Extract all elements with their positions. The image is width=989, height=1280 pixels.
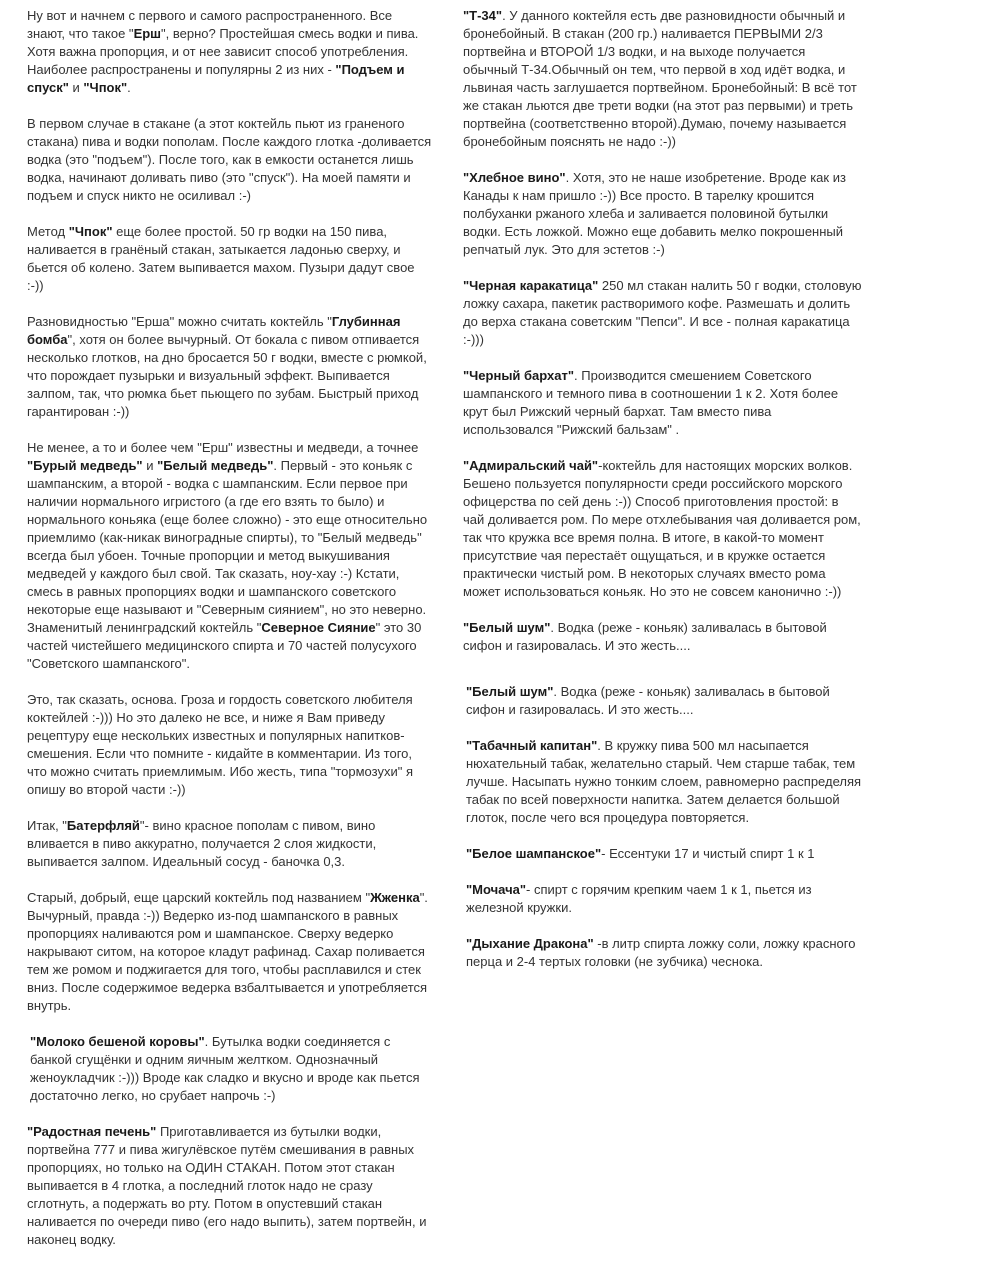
paragraph-baterflyay [27,817,432,871]
paragraph-text: В первом случае в стакане (а этот коктейль пьют из граненого стакана) пива и водки пополам. После каждого глотка -доливается водка (это "подъем"). После того, как в емкости останется лишь водка, начинают доливать пиво (это "спуск"). На моей памяти и подъем и спуск никто не осиливал :-) [27,116,432,203]
drink-name: Ерш [133,26,162,41]
paragraph-cherny-barhat [463,367,863,439]
drink-name: Глубинная бомба [27,314,401,347]
paragraph-podyem-spusk [27,115,432,205]
paragraph-text: и [68,80,84,95]
paragraph-text: . Водка (реже - коньяк) заливалась в бытовой сифон и газировалась. И это жесть.... [466,684,830,717]
drink-name: Батерфляй [66,818,140,833]
paragraph-text: " это 30 частей чистейшего медицинского спирта и 70 частей полусухого "Советского шампанского". [27,620,422,671]
paragraph-text: - спирт с горячим крепким чаем 1 к 1, пьется из железной кружки. [466,882,812,915]
drink-name: "Белый медведь" [157,458,274,473]
drink-name: "Чпок" [68,224,113,239]
paragraph-text: . Водка (реже - коньяк) заливалась в бытовой сифон и газировалась. И это жесть.... [463,620,827,653]
right-column [463,7,863,989]
paragraph-text: Это, так сказать, основа. Гроза и гордость советского любителя коктейлей :-))) Но это далеко не все, и ниже я Вам приведу рецептуру еще нескольких известных и популярных напитков-смешения. Если что помните - кидайте в комментарии. Из того, что можно считать приемлимым. Ибо жесть, типа "тормозухи" я опишу во второй части :-)) [27,692,413,797]
drink-name: "Адмиральский чай" [463,458,599,473]
left-column [27,7,432,1267]
paragraph-text: . Бутылка водки соединяется с банкой сгущёнки и одним яичным желтком. Однозначный женоукладчик :-))) Вроде как сладко и вкусно и вроде как пьется достаточно легко, но срубает напрочь :-) [30,1034,420,1103]
paragraph-text: "- вино красное пополам с пивом, вино вливается в пиво аккуратно, получается 2 слоя жидкости, выпивается залпом. Идеальный сосуд - баночка 0,3. [27,818,377,869]
paragraph-text: и [142,458,158,473]
drink-name: "Дыхание Дракона" [466,936,594,951]
paragraph-text: Не менее, а то и более чем "Ерш" известны и медведи, а точнее [27,440,419,455]
paragraph-text: . Хотя, это не наше изобретение. Вроде как из Канады к нам пришло :-)) Все просто. В тарелку крошится полбуханки ржаного хлеба и заливается половиной бутылки водки. Есть ложкой. Можно еще добавить мелко покрошенный репчатый лук. Это для эстетов :-) [463,170,846,257]
drink-name: "Табачный капитан" [466,738,598,753]
paragraph-text: . Первый - это коньяк с шампанским, а второй - водка с шампанским. Если первое при наличии нормального игристого (а где его взять то было) и нормального коньяка (еще более сложно) - это еще относительно приемлимо (как-никак виноградные спирты), то "Белый медведь" всегда был убоен. Точные пропорции и метод выкушивания медведей у каждого был свой. Так сказать, ноу-хау :-) Кстати, смесь в равных пропорциях водки и шампанского советского некоторые еще называют и "Северным сиянием", но это неверно. Знаменитый ленинградский коктейль " [27,458,428,635]
paragraph-moloko-beshenoy-korovy [27,1033,432,1105]
drink-name: "Белый шум" [466,684,554,699]
drink-name: "Хлебное вино" [463,170,566,185]
paragraph-text: Ну вот и начнем с первого и самого распространенного. Все знают, что такое " [27,8,393,41]
paragraph-dyhanie-drakona [463,935,863,971]
drink-name: "Мочача" [466,882,527,897]
drink-name: "Белое шампанское" [466,846,602,861]
drink-name: Северное Сияние [261,620,376,635]
paragraph-tabachny-kapitan [463,737,863,827]
paragraph-text: ", верно? Простейшая смесь водки и пива. Хотя важна пропорция, и от нее зависит способ употребления. Наиболее распространены и популярны 2 из них - [27,26,419,77]
paragraph-bely-shum [463,619,863,655]
drink-name: Жженка [370,890,420,905]
drink-name: "Молоко бешеной коровы" [30,1034,205,1049]
paragraph-bely-shum-repeat [463,683,863,719]
drink-name: "Черная каракатица" [463,278,599,293]
paragraph-text: Разновидностью "Ерша" можно считать коктейль " [27,314,332,329]
paragraph-text: Метод [27,224,69,239]
paragraph-osnova [27,691,432,799]
paragraph-text: - Ессентуки 17 и чистый спирт 1 к 1 [601,846,815,861]
paragraph-text: . [127,80,131,95]
paragraph-text: . Производится смешением Советского шампанского и темного пива в соотношении 1 к 2. Хотя более крут был Рижский черный бархат. Там вместо пива использовался "Рижский бальзам" . [463,368,839,437]
paragraph-chpok [27,223,432,295]
paragraph-text: . В кружку пива 500 мл насыпается нюхательный табак, желательно старый. Чем старше табак, тем лучше. Насыпать нужно тонким слоем, равномерно распределяя табак по всей поверхности напитка. Затем делается большой глоток, после чего вся процедура повторяется. [466,738,862,825]
paragraph-t34 [463,7,863,151]
paragraph-text: ", хотя он более вычурный. От бокала с пивом отпивается несколько глотков, на дно бросается 50 г водки, вместе с рюмкой, что порождает пузырьки и визуальный эффект. Выпивается залпом, так, что рюмка бьет пьющего по зубам. Быстрый приход гарантирован :-)) [27,332,427,419]
paragraph-text: Итак, " [27,818,67,833]
drink-name: "Т-34" [463,8,503,23]
paragraph-medvedi [27,439,432,673]
paragraph-glubinnaya-bomba [27,313,432,421]
paragraph-text: -в литр спирта ложку соли, ложку красного перца и 2-4 тертых головки (не зубчика) чеснока. [466,936,856,969]
paragraph-text: -коктейль для настоящих морских волков. Бешено пользуется популярности среди российского морского офицерства по сей день :-)) Способ приготовления простой: в чай доливается ром. По мере отхлебывания чая доливается ром, так что кружка все время полна. В итоге, в какой-то момент присутствие чая перестаёт ощущаться, и в кружке остается практически чистый ром. В некоторых случаях вместо рома может использоваться коньяк. Но это не совсем канонично :-)) [463,458,861,599]
paragraph-zhzhenka [27,889,432,1015]
paragraph-intro [27,7,432,97]
paragraph-text: . У данного коктейля есть две разновидности обычный и бронебойный. В стакан (200 гр.) наливается ПЕРВЫМИ 2/3 портвейна и ВТОРОЙ 1/3 водки, и на выходе получается обычный Т-34.Обычный он тем, что первой в ход идёт водка, и львиная часть заглушается портвейном. Бронебойный: В всё тот же стакан льются две трети водки (на этот раз первыми) и треть портвейна (соответственно второй).Думаю, почему называется бронебойным пояснять не надо :-)) [463,8,857,149]
drink-name: "Черный бархат" [463,368,575,383]
drink-name: "Чпок" [83,80,128,95]
paragraph-admiralsky-chay [463,457,863,601]
paragraph-text: Приготавливается из бутылки водки, портвейна 777 и пива жигулёвское путём смешивания в равных пропорциях, но только на ОДИН СТАКАН. Потом этот стакан выпивается в 4 глотка, а последний глоток надо не сразу сглотнуть, а подержать во рту. Потом в опустевший стакан наливается по очереди пиво (его надо выпить), затем портвейн, и наконец водку. [27,1124,427,1247]
drink-name: "Бурый медведь" [27,458,143,473]
paragraph-chernaya-karakatica [463,277,863,349]
paragraph-beloe-shampanskoe [463,845,863,863]
paragraph-text: еще более простой. 50 гр водки на 150 пива, наливается в гранёный стакан, затыкается ладонью сверху, и бьется об колено. Затем выпивается махом. Пузыри дадут свое :-)) [27,224,415,293]
drink-name: "Подъем и спуск" [27,62,405,95]
paragraph-text: 250 мл стакан налить 50 г водки, столовую ложку сахара, пакетик растворимого кофе. Размешать и долить до верха стакана советским "Пепси". И все - полная каракатица :-))) [463,278,862,347]
paragraph-hlebnoe-vino [463,169,863,259]
paragraph-mochacha [463,881,863,917]
paragraph-radostnaya-pechen [27,1123,432,1249]
drink-name: "Радостная печень" [27,1124,157,1139]
paragraph-text: ". Вычурный, правда :-)) Ведерко из-под шампанского в равных пропорциях наливаются ром и шампанское. Сверху ведерко накрывают ситом, на которое кладут рафинад. Сахар поливается тем же ромом и поджигается для того, чтобы расплавился и стек вниз. После содержимое ведерка взбалтывается и употребляется внутрь. [27,890,428,1013]
drink-name: "Белый шум" [463,620,551,635]
paragraph-text: Старый, добрый, еще царский коктейль под названием " [27,890,371,905]
